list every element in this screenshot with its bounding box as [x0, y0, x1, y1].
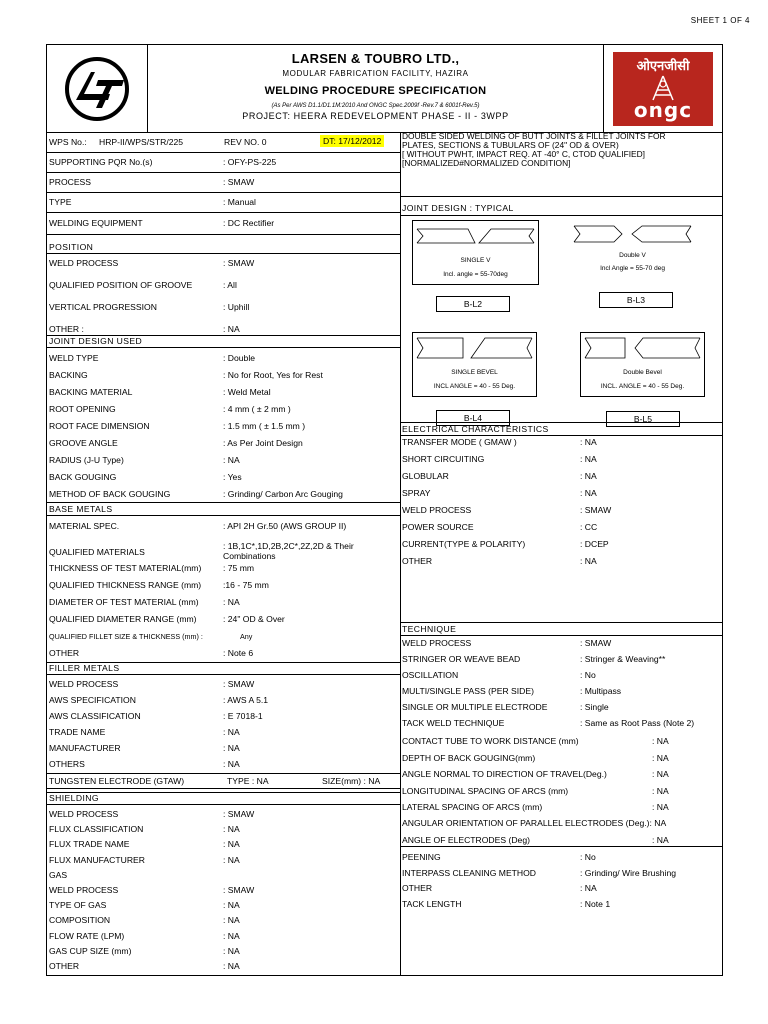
- revision-number: REV NO. 0: [224, 137, 267, 147]
- base-metal-label: QUALIFIED DIAMETER RANGE (mm): [49, 614, 197, 624]
- header-titles: [147, 45, 604, 132]
- joint-design-label: BACKING MATERIAL: [49, 387, 133, 397]
- joint-design-value: : Grinding/ Carbon Arc Gouging: [223, 489, 343, 499]
- position-value: : Uphill: [223, 302, 250, 312]
- pqr-label: SUPPORTING PQR No.(s): [49, 157, 153, 167]
- position-label: QUALIFIED POSITION OF GROOVE: [49, 280, 193, 290]
- type-row: [47, 192, 400, 213]
- technique-long-value: : NA: [652, 736, 669, 746]
- document-frame: [46, 44, 723, 976]
- single-v-name: SINGLE V: [460, 257, 491, 264]
- technique-tail-value: : No: [580, 852, 596, 862]
- technique-value: : Single: [580, 702, 609, 712]
- fillet-size-value: Any: [240, 632, 253, 641]
- technique-tail-label: INTERPASS CLEANING METHOD: [402, 867, 537, 878]
- joint-design-value: : NA: [223, 455, 240, 465]
- base-metal-value: : 24" OD & Over: [223, 614, 285, 624]
- technique-tail-label: OTHER: [402, 883, 433, 893]
- electrical-label: GLOBULAR: [402, 471, 449, 481]
- technique-tail-value: : Note 1: [580, 898, 611, 909]
- filler-metal-value: : NA: [223, 727, 240, 737]
- technique-tail-label: PEENING: [402, 852, 441, 862]
- type-label: TYPE: [49, 197, 72, 207]
- b-l5-label: B-L5: [606, 411, 680, 427]
- scope-block: [400, 132, 722, 168]
- lt-logo-icon: [58, 54, 136, 124]
- project-title: PROJECT: HEERA REDEVELOPMENT PHASE - II - 3WPP: [242, 111, 509, 121]
- shielding-title: SHIELDING: [47, 792, 400, 805]
- electrical-value: : NA: [580, 556, 597, 566]
- tungsten-label: TUNGSTEN ELECTRODE (GTAW): [49, 776, 185, 786]
- shielding-label: TYPE OF GAS: [49, 900, 107, 911]
- joint-design-value: : Weld Metal: [223, 387, 271, 397]
- technique-long-value: : NA: [652, 785, 669, 796]
- filler-metal-label: MANUFACTURER: [49, 743, 121, 753]
- equipment-row: [47, 212, 400, 235]
- technique-title: TECHNIQUE: [400, 622, 722, 636]
- base-metal-value: : NA: [223, 597, 240, 607]
- technique-tail-label: TACK LENGTH: [402, 898, 462, 909]
- shielding-label: FLUX MANUFACTURER: [49, 854, 145, 865]
- left-column: [47, 132, 401, 975]
- tungsten-size: SIZE(mm) : NA: [322, 776, 381, 786]
- technique-value: : Multipass: [580, 686, 622, 696]
- joint-design-label: METHOD OF BACK GOUGING: [49, 489, 171, 499]
- joint-design-value: : Yes: [223, 472, 242, 482]
- shielding-label: WELD PROCESS: [49, 885, 119, 895]
- electrical-label: CURRENT(TYPE & POLARITY): [402, 539, 526, 549]
- technique-value: : Stringer & Weaving**: [580, 654, 666, 664]
- technique-label: WELD PROCESS: [402, 638, 472, 648]
- facility-name: MODULAR FABRICATION FACILITY, HAZIRA: [282, 69, 469, 78]
- joint-design-label: WELD TYPE: [49, 353, 99, 363]
- joint-design-value: : No for Root, Yes for Rest: [223, 370, 323, 380]
- tungsten-type: TYPE : NA: [227, 776, 269, 786]
- position-value: : SMAW: [223, 258, 255, 268]
- joint-design-label: ROOT FACE DIMENSION: [49, 421, 150, 431]
- single-v-angle: Incl. angle = 55-70deg: [443, 271, 508, 278]
- technique-long-value: : NA: [652, 752, 669, 763]
- wps-date: DT: 17/12/2012: [320, 135, 384, 147]
- wps-number: HRP-II/WPS/STR/225: [99, 137, 184, 147]
- material-spec-value: : API 2H Gr.50 (AWS GROUP II): [223, 521, 347, 531]
- shielding-label: FLOW RATE (LPM): [49, 930, 125, 941]
- base-other-label: OTHER: [49, 648, 80, 658]
- position-label: WELD PROCESS: [49, 258, 119, 268]
- electrical-label: POWER SOURCE: [402, 522, 474, 532]
- shielding-value: : NA: [223, 945, 240, 956]
- joint-design-used-title: JOINT DESIGN USED: [47, 335, 400, 348]
- fillet-size-label: QUALIFIED FILLET SIZE & THICKNESS (mm) :: [49, 632, 203, 641]
- shielding-value: : SMAW: [223, 885, 255, 895]
- process-label: PROCESS: [49, 177, 92, 187]
- scope-line-2: PLATES, SECTIONS & TUBULARS OF (24" OD & OVER): [402, 140, 619, 150]
- base-metals-title: BASE METALS: [47, 502, 400, 516]
- shielding-label: FLUX TRADE NAME: [49, 839, 130, 850]
- filler-metal-label: OTHERS: [49, 759, 85, 769]
- joint-design-value: : 1.5 mm ( ± 1.5 mm ): [223, 421, 306, 431]
- single-bevel-joint-icon: [413, 333, 536, 363]
- base-metal-value: :16 - 75 mm: [223, 580, 269, 590]
- filler-metal-value: : SMAW: [223, 679, 255, 689]
- equipment-label: WELDING EQUIPMENT: [49, 218, 143, 228]
- pqr-value: : OFY-PS-225: [223, 157, 277, 167]
- shielding-value: : NA: [223, 854, 240, 865]
- double-v-joint-icon: [570, 220, 695, 250]
- electrical-value: : CC: [580, 522, 598, 532]
- right-column: [400, 132, 722, 975]
- electrical-title: ELECTRICAL CHARACTERISTICS: [400, 422, 722, 436]
- filler-metal-label: TRADE NAME: [49, 727, 106, 737]
- double-v-diagram: [570, 220, 695, 270]
- electrical-value: : NA: [580, 471, 597, 481]
- electrical-label: SHORT CIRCUITING: [402, 454, 485, 464]
- process-value: : SMAW: [223, 177, 255, 187]
- single-bevel-angle: INCL ANGLE = 40 - 55 Deg.: [433, 383, 516, 390]
- electrical-value: : SMAW: [580, 505, 612, 515]
- shielding-value: : NA: [223, 900, 240, 911]
- shielding-label: COMPOSITION: [49, 915, 111, 926]
- technique-long-value: : NA: [652, 769, 669, 779]
- spec-note: (As Per AWS D1.1/D1.1M:2010 And ONGC Spec.2009f -Rev.7 & 6001f-Rev.5): [271, 103, 480, 109]
- shielding-label: GAS: [49, 869, 68, 880]
- technique-divider: [400, 846, 722, 847]
- technique-long-label: DEPTH OF BACK GOUGING(mm): [402, 752, 536, 763]
- tungsten-row: [47, 773, 400, 789]
- shielding-value: : NA: [223, 961, 240, 971]
- technique-long-label: LATERAL SPACING OF ARCS (mm): [402, 802, 543, 812]
- qualified-materials-value: : 1B,1C*,1D,2B,2C*,2Z,2D & Their: [223, 541, 354, 551]
- filler-metal-value: : AWS A 5.1: [223, 695, 269, 705]
- wps-number-row: [47, 132, 400, 153]
- electrical-value: : DCEP: [580, 539, 609, 549]
- wps-no-label: WPS No.:: [49, 137, 87, 147]
- single-bevel-name: SINGLE BEVEL: [451, 369, 498, 376]
- double-bevel-joint-icon: [581, 333, 704, 363]
- position-label: OTHER :: [49, 324, 84, 334]
- ongc-logo-box: [613, 52, 713, 126]
- ongc-brand-text: ongc: [633, 97, 693, 122]
- lt-logo: [47, 45, 148, 132]
- shielding-label: WELD PROCESS: [49, 809, 119, 819]
- technique-long-label: LONGITUDINAL SPACING OF ARCS (mm): [402, 785, 569, 796]
- electrical-label: SPRAY: [402, 488, 431, 498]
- filler-metal-label: AWS SPECIFICATION: [49, 695, 136, 705]
- process-row: [47, 172, 400, 193]
- joint-design-value: : Double: [223, 353, 256, 363]
- electrical-value: : NA: [580, 437, 597, 447]
- technique-label: OSCILLATION: [402, 670, 459, 680]
- filler-metal-label: WELD PROCESS: [49, 679, 119, 689]
- electrical-label: TRANSFER MODE ( GMAW ): [402, 437, 517, 447]
- technique-long-label: ANGLE NORMAL TO DIRECTION OF TRAVEL(Deg.): [402, 769, 607, 779]
- angular-orientation-label: ANGULAR ORIENTATION OF PARALLEL ELECTRODES (Deg.): NA: [402, 818, 667, 828]
- filler-metal-value: : NA: [223, 743, 240, 753]
- single-bevel-diagram: [412, 332, 537, 397]
- joint-design-value: : As Per Joint Design: [223, 438, 303, 448]
- b-l3-label: B-L3: [599, 292, 673, 308]
- technique-tail-value: : NA: [580, 883, 597, 893]
- double-bevel-diagram: [580, 332, 705, 397]
- filler-metal-label: AWS CLASSIFICATION: [49, 711, 141, 721]
- equipment-value: : DC Rectifier: [223, 218, 275, 228]
- ongc-hindi-text: ओएनजीसी: [636, 58, 690, 74]
- technique-label: TACK WELD TECHNIQUE: [402, 718, 505, 728]
- sheet-number: SHEET 1 OF 4: [690, 16, 750, 25]
- joint-design-label: RADIUS (J-U Type): [49, 455, 124, 465]
- shielding-label: GAS CUP SIZE (mm): [49, 945, 132, 956]
- shielding-value: : NA: [223, 839, 240, 850]
- shielding-label: FLUX CLASSIFICATION: [49, 824, 144, 835]
- base-metal-label: DIAMETER OF TEST MATERIAL (mm): [49, 597, 199, 607]
- joint-design-typical-title: JOINT DESIGN : TYPICAL: [400, 196, 722, 216]
- technique-label: SINGLE OR MULTIPLE ELECTRODE: [402, 702, 548, 712]
- joint-design-value: : 4 mm ( ± 2 mm ): [223, 404, 291, 414]
- technique-label: MULTI/SINGLE PASS (PER SIDE): [402, 686, 534, 696]
- joint-design-label: BACKING: [49, 370, 88, 380]
- single-v-joint-icon: [413, 221, 538, 251]
- filler-metals-title: FILLER METALS: [47, 662, 400, 675]
- scope-line-4: [NORMALIZED#NORMALIZED CONDITION]: [402, 158, 571, 168]
- angle-electrodes-label: ANGLE OF ELECTRODES (Deg): [402, 835, 530, 845]
- technique-long-label: CONTACT TUBE TO WORK DISTANCE (mm): [402, 736, 579, 746]
- base-metal-label: THICKNESS OF TEST MATERIAL(mm): [49, 563, 202, 573]
- b-l4-label: B-L4: [436, 410, 510, 426]
- electrical-value: : NA: [580, 488, 597, 498]
- shielding-value: : NA: [223, 915, 240, 926]
- position-value: : NA: [223, 324, 240, 334]
- shielding-value: : NA: [223, 930, 240, 941]
- double-bevel-name: Double Bevel: [623, 369, 662, 376]
- qualified-materials-value-2: Combinations: [223, 551, 276, 561]
- filler-metal-value: : E 7018-1: [223, 711, 263, 721]
- joint-design-label: GROOVE ANGLE: [49, 438, 118, 448]
- type-value: : Manual: [223, 197, 256, 207]
- header: [47, 45, 722, 133]
- shielding-value: : SMAW: [223, 809, 255, 819]
- position-value: : All: [223, 280, 237, 290]
- company-name: LARSEN & TOUBRO LTD.,: [291, 51, 460, 66]
- base-metal-value: : 75 mm: [223, 563, 255, 573]
- technique-value: : No: [580, 670, 596, 680]
- position-section-title: POSITION: [47, 242, 400, 254]
- ongc-logo: [603, 45, 722, 132]
- shielding-label: OTHER: [49, 961, 80, 971]
- scope-line-3: [ WITHOUT PWHT, IMPACT REQ. AT -40° C, CTOD QUALIFIED]: [402, 149, 645, 159]
- joint-design-label: BACK GOUGING: [49, 472, 117, 482]
- technique-label: STRINGER OR WEAVE BEAD: [402, 654, 521, 664]
- single-v-diagram: [412, 220, 539, 285]
- shielding-value: : NA: [223, 824, 240, 835]
- base-other-value: : Note 6: [223, 648, 254, 658]
- joint-design-label: ROOT OPENING: [49, 404, 116, 414]
- document-title: WELDING PROCEDURE SPECIFICATION: [264, 85, 487, 97]
- b-l2-label: B-L2: [436, 296, 510, 312]
- double-v-name: Double V: [619, 252, 646, 259]
- double-v-angle: Incl Angle = 55-70 deg: [600, 265, 665, 272]
- scope-line-1: DOUBLE SIDED WELDING OF BUTT JOINTS & FILLET JOINTS FOR: [402, 131, 666, 141]
- electrical-value: : NA: [580, 454, 597, 464]
- angle-electrodes-value: : NA: [652, 835, 669, 845]
- technique-tail-value: : Grinding/ Wire Brushing: [580, 867, 676, 878]
- electrical-label: WELD PROCESS: [402, 505, 472, 515]
- electrical-label: OTHER: [402, 556, 433, 566]
- technique-value: : SMAW: [580, 638, 612, 648]
- technique-long-value: : NA: [652, 802, 669, 812]
- pqr-row: [47, 152, 400, 173]
- qualified-materials-label: QUALIFIED MATERIALS: [49, 547, 145, 557]
- position-label: VERTICAL PROGRESSION: [49, 302, 157, 312]
- base-metal-label: QUALIFIED THICKNESS RANGE (mm): [49, 580, 202, 590]
- filler-metal-value: : NA: [223, 759, 240, 769]
- technique-value: : Same as Root Pass (Note 2): [580, 718, 695, 728]
- double-bevel-angle: INCL. ANGLE = 40 - 55 Deg.: [600, 383, 685, 390]
- material-spec-label: MATERIAL SPEC.: [49, 521, 120, 531]
